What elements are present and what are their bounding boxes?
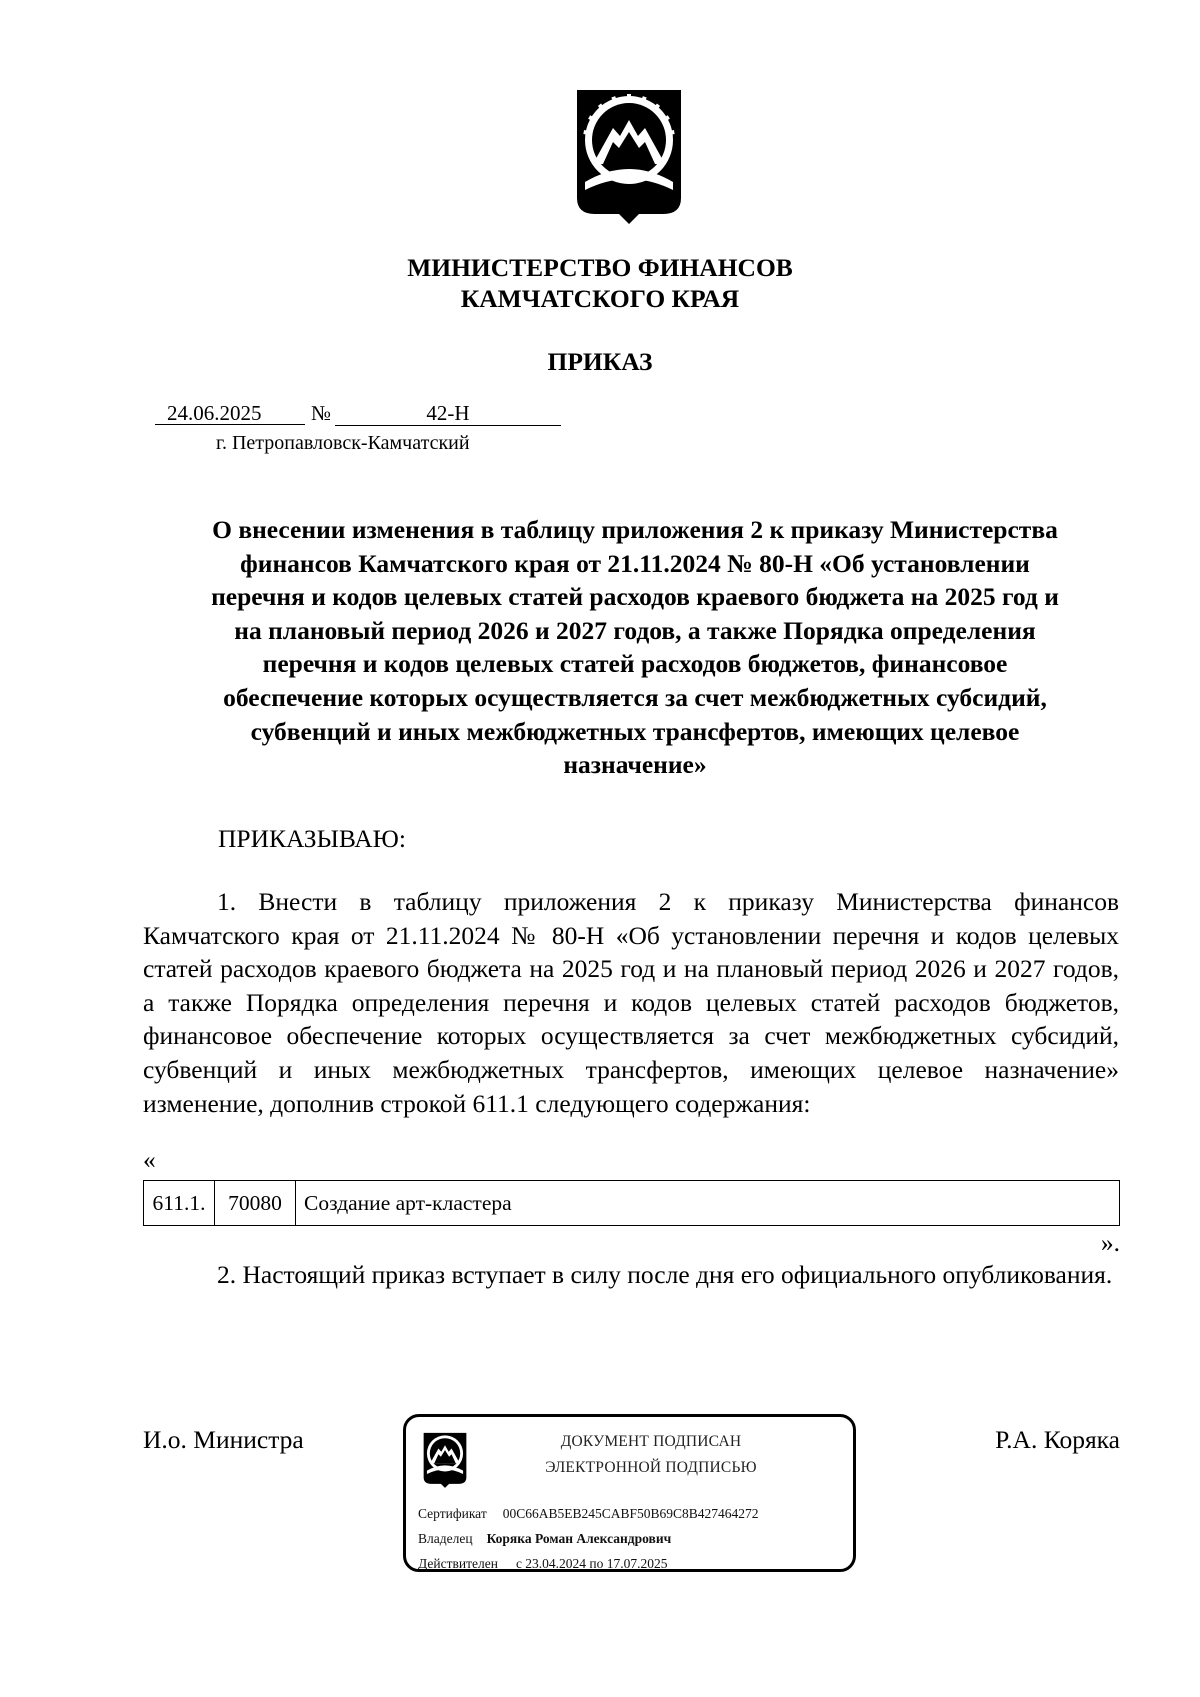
paragraph-2: 2. Настоящий приказ вступает в силу после дня его официального опубликования. — [217, 1260, 1113, 1289]
title-line: назначение» — [563, 750, 707, 780]
title-line: обеспечение которых осуществляется за счет межбюджетных субсидий, — [223, 682, 1047, 712]
stamp-title-line1: ДОКУМЕНТ ПОДПИСАН — [560, 1433, 742, 1450]
signer-name: Р.А. Коряка — [995, 1425, 1120, 1454]
validity-line — [418, 1555, 668, 1573]
name-cell: Создание арт-кластера — [296, 1181, 1120, 1226]
document-title — [145, 513, 1125, 782]
number-sign: № — [310, 401, 331, 425]
quote-open: « — [143, 1145, 156, 1174]
title-line: финансов Камчатского края от 21.11.2024 № 80-Н «Об установлении — [240, 548, 1030, 578]
ministry-name-line1: МИНИСТЕРСТВО ФИНАНСОВ — [407, 253, 793, 282]
document-number: 42-Н — [335, 401, 561, 426]
title-line: субвенций и иных межбюджетных трансфертов, имеющих целевое — [250, 716, 1020, 746]
title-line: О внесении изменения в таблицу приложения 2 к приказу Министерства — [212, 515, 1058, 544]
city-name: г. Петропавловск-Камчатский — [216, 432, 470, 454]
title-line: на плановый период 2026 и 2027 годов, а также Порядка определения — [234, 615, 1036, 645]
stamp-title — [486, 1429, 816, 1481]
stamp-title-line2: ЭЛЕКТРОННОЙ ПОДПИСЬЮ — [545, 1459, 757, 1476]
title-line: перечня и кодов целевых статей расходов краевого бюджета на 2025 год и — [211, 582, 1059, 612]
certificate-label: Сертификат — [418, 1506, 487, 1521]
table-row — [144, 1181, 1120, 1226]
code-cell: 70080 — [215, 1181, 296, 1226]
document-date: 24.06.2025 — [155, 401, 305, 425]
certificate-line — [418, 1505, 759, 1523]
stamp-emblem-icon — [422, 1431, 468, 1489]
validity-label: Действителен — [418, 1556, 498, 1571]
ministry-name-line2: КАМЧАТСКОГО КРАЯ — [460, 284, 740, 313]
certificate-value: 00C66AB5EB245CABF50B69C8B427464272 — [502, 1506, 759, 1521]
document-type: ПРИКАЗ — [547, 347, 653, 376]
row-number-cell: 611.1. — [144, 1181, 215, 1226]
date-number-line — [155, 400, 561, 426]
paragraph-1: 1. Внести в таблицу приложения 2 к приказу Министерства финансов Камчатского края от 21.11.2024 № 80-Н «Об установлении перечня и кодов целевых статей расходов краевого бюджета на 2025 год и на плановый период 2026 и 2027 годов, а также Порядка определения перечня и кодов целевых статей расходов бюджетов, финансовое обеспечение которых осуществляется за счет межбюджетных субсидий, субвенций и иных межбюджетных трансфертов, имеющих целевое назначение» изменение, дополнив строкой 611.1 следующего содержания: — [143, 887, 1119, 1118]
validity-value: с 23.04.2024 по 17.07.2025 — [515, 1556, 668, 1571]
electronic-signature-stamp — [403, 1414, 856, 1572]
kamchatka-emblem-icon — [573, 86, 685, 226]
quote-close: ». — [1100, 1228, 1120, 1257]
ministry-name — [0, 252, 1200, 314]
signer-role: И.о. Министра — [143, 1425, 304, 1454]
owner-label: Владелец — [418, 1531, 473, 1546]
owner-value: Коряка Роман Александрович — [486, 1531, 672, 1546]
title-line: перечня и кодов целевых статей расходов бюджетов, финансовое — [262, 649, 1008, 679]
amendment-table — [143, 1180, 1120, 1226]
owner-line — [418, 1530, 671, 1548]
order-word: ПРИКАЗЫВАЮ: — [218, 824, 406, 853]
